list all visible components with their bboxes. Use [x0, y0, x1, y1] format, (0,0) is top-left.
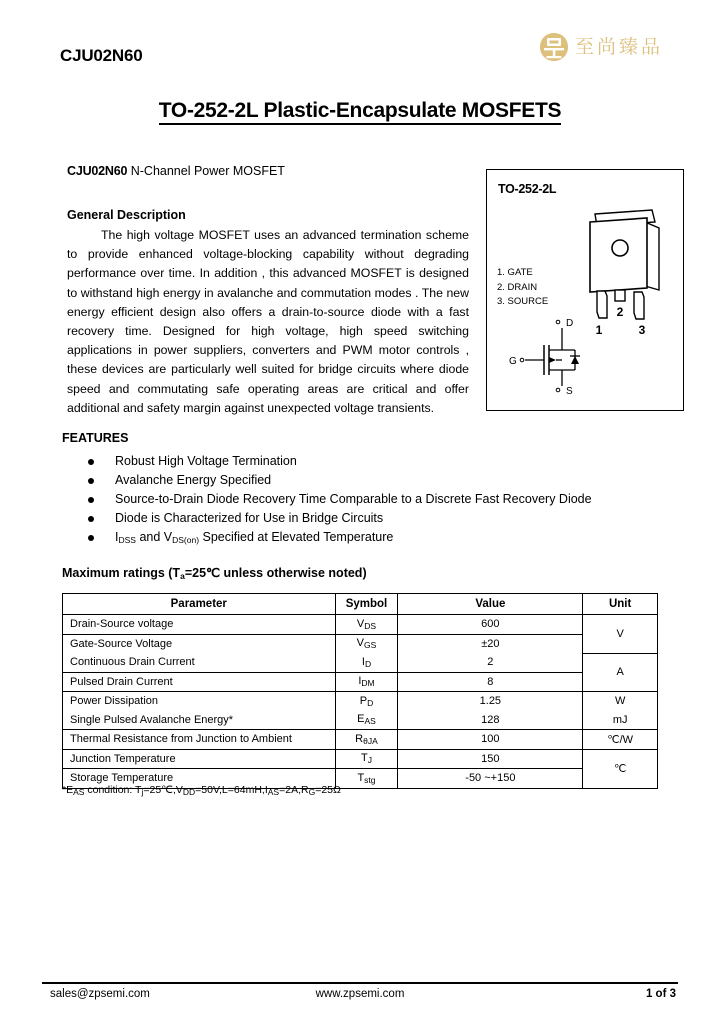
- symbol-base: E: [357, 713, 365, 726]
- cell-value: 2: [398, 653, 583, 672]
- footnote-star: *E: [62, 784, 74, 796]
- part-number: CJU02N60: [60, 46, 143, 65]
- cell-value: 150: [398, 749, 583, 769]
- footnote-sub-dd: DD: [182, 787, 196, 797]
- symbol-sub: D: [364, 658, 372, 669]
- cell-symbol: [335, 730, 398, 750]
- cell-parameter: Thermal Resistance from Junction to Ambient: [63, 730, 336, 750]
- logo-text: 至尚臻品: [574, 35, 663, 58]
- column-header-unit: Unit: [583, 594, 658, 615]
- cell-unit: W: [583, 692, 658, 711]
- symbol-sub: AS: [364, 716, 376, 727]
- cell-unit: ℃/W: [583, 730, 658, 750]
- product-subtitle-part: CJU02N60: [67, 164, 128, 178]
- cell-symbol: [335, 615, 398, 635]
- footnote-cond2: =50V,L=64mH,I: [195, 784, 268, 796]
- symbol-sub: θJA: [363, 735, 378, 746]
- cell-value: ±20: [398, 634, 583, 653]
- product-subtitle: [67, 164, 285, 178]
- table-row: [63, 749, 658, 769]
- footer-page-number: 1 of 3: [645, 988, 676, 1000]
- cell-unit: mJ: [583, 711, 658, 730]
- table-row: [63, 634, 658, 653]
- symbol-base: T: [357, 771, 365, 784]
- symbol-base: T: [360, 752, 368, 765]
- column-header-value: Value: [398, 594, 583, 615]
- page-title: [0, 99, 720, 123]
- table-row: [63, 672, 658, 692]
- table-row: [63, 653, 658, 672]
- cell-parameter: Pulsed Drain Current: [63, 672, 336, 692]
- feature-item: Diode is Characterized for Use in Bridge Circuits: [88, 509, 648, 528]
- table-footnote: [62, 784, 341, 797]
- cell-value: 100: [398, 730, 583, 750]
- symbol-sub: D: [367, 697, 374, 708]
- cell-parameter: Storage Temperature: [63, 769, 336, 789]
- cell-parameter: Single Pulsed Avalanche Energy*: [63, 711, 336, 730]
- cell-parameter: Continuous Drain Current: [63, 653, 336, 672]
- symbol-sub: J: [367, 755, 372, 766]
- svg-text:3: 3: [638, 323, 646, 337]
- package-name: TO-252-2L: [498, 182, 557, 196]
- max-ratings-heading: [62, 565, 367, 581]
- footer-email[interactable]: sales@zpsemi.com: [50, 988, 150, 1000]
- footnote-cond4: =25Ω: [315, 784, 341, 796]
- features-heading: FEATURES: [62, 431, 129, 445]
- symbol-sub: stg: [364, 774, 376, 785]
- feature-tail: Specified at Elevated Temperature: [199, 530, 394, 544]
- cell-value: -50 ~+150: [398, 769, 583, 789]
- svg-text:S: S: [566, 386, 573, 397]
- footnote-text: condition: T: [84, 784, 142, 796]
- company-logo: [539, 32, 663, 62]
- footnote-cond3: =2A,R: [279, 784, 309, 796]
- table-header-row: [63, 594, 658, 615]
- footer-website[interactable]: www.zpsemi.com: [315, 988, 405, 1000]
- symbol-base: R: [355, 732, 364, 745]
- cell-parameter: Power Dissipation: [63, 692, 336, 711]
- cell-value: 1.25: [398, 692, 583, 711]
- max-ratings-heading-prefix: Maximum ratings (T: [62, 566, 181, 580]
- max-ratings-heading-sub: a: [180, 571, 185, 581]
- footnote-cond1: =25℃,V: [143, 784, 183, 796]
- cell-parameter: Junction Temperature: [63, 749, 336, 769]
- package-diagram-box: [486, 169, 684, 411]
- symbol-base: V: [356, 617, 365, 630]
- symbol-base: P: [359, 694, 368, 707]
- feature-item: Robust High Voltage Termination: [88, 452, 648, 471]
- features-list: [88, 452, 648, 547]
- feature-item: [88, 528, 648, 547]
- cell-symbol: [335, 769, 398, 789]
- table-row: [63, 692, 658, 711]
- symbol-sub: DM: [361, 678, 375, 689]
- cell-unit: A: [583, 653, 658, 692]
- column-header-parameter: Parameter: [63, 594, 336, 615]
- svg-text:1: 1: [595, 323, 603, 337]
- symbol-base: I: [361, 655, 365, 668]
- pin-item-2: 2. DRAIN: [497, 281, 538, 293]
- cell-unit: V: [583, 615, 658, 654]
- cell-symbol: [335, 672, 398, 692]
- cell-symbol: [335, 749, 398, 769]
- cell-value: 8: [398, 672, 583, 692]
- cell-symbol: [335, 653, 398, 672]
- feature-idss: I: [115, 530, 119, 544]
- footnote-sub-as2: AS: [267, 787, 280, 797]
- footnote-sub-g: G: [308, 787, 316, 797]
- cell-value: 128: [398, 711, 583, 730]
- page-title-text: TO-252-2L Plastic-Encapsulate MOSFETS: [159, 99, 561, 125]
- table-row: [63, 711, 658, 730]
- general-description-body: The high voltage MOSFET uses an advanced termination scheme to provide enhanced voltage-blocking capability without degrading performance over time. In addition , this advanced MOSFET is designed to withstand high energy in avalanche and commutation modes . The new energy efficient design also offers a drain-to-source diode with a fast recovery time. Designed for high voltage, high speed switching applications in power suppliers, converters and PWM motor controls , these devices are particularly well suited for bridge circuits where diode speed and commutating safe operating areas are critical and offer additional and safety margin against unexpected voltage transients.: [67, 228, 469, 415]
- cell-parameter: Gate-Source Voltage: [63, 634, 336, 653]
- feature-vds-sub: DS(on): [172, 535, 200, 545]
- cell-symbol: [335, 634, 398, 653]
- table-row: [63, 615, 658, 635]
- symbol-sub: DS: [364, 620, 377, 631]
- column-header-symbol: Symbol: [335, 594, 398, 615]
- cell-unit: ℃: [583, 749, 658, 788]
- cell-symbol: [335, 692, 398, 711]
- pin-item-1: 1. GATE: [497, 267, 533, 278]
- cell-symbol: [335, 711, 398, 730]
- footer-divider: [42, 982, 678, 984]
- max-ratings-table: [62, 593, 658, 789]
- feature-idss-sub: DSS: [118, 535, 136, 545]
- symbol-sub: GS: [364, 640, 377, 651]
- pin-item-3: 3. SOURCE: [497, 296, 549, 307]
- feature-conj: and V: [135, 530, 173, 544]
- feature-item: Source-to-Drain Diode Recovery Time Comparable to a Discrete Fast Recovery Diode: [88, 490, 648, 509]
- logo-emblem-icon: [539, 32, 569, 62]
- package-drawing-icon: [487, 170, 685, 412]
- table-row: [63, 730, 658, 750]
- svg-text:D: D: [566, 318, 574, 329]
- page-header: [0, 0, 720, 88]
- footnote-sub-as: AS: [73, 787, 85, 797]
- general-description-heading: General Description: [67, 208, 186, 222]
- cell-parameter: Drain-Source voltage: [63, 615, 336, 635]
- max-ratings-heading-suffix: =25℃ unless otherwise noted): [184, 566, 367, 580]
- feature-item: Avalanche Energy Specified: [88, 471, 648, 490]
- svg-text:G: G: [509, 356, 517, 367]
- symbol-base: V: [356, 637, 365, 650]
- product-subtitle-type: N-Channel Power MOSFET: [127, 164, 285, 178]
- symbol-base: I: [358, 675, 362, 688]
- footnote-sub-j: j: [141, 787, 144, 797]
- cell-value: 600: [398, 615, 583, 635]
- svg-text:2: 2: [616, 305, 624, 319]
